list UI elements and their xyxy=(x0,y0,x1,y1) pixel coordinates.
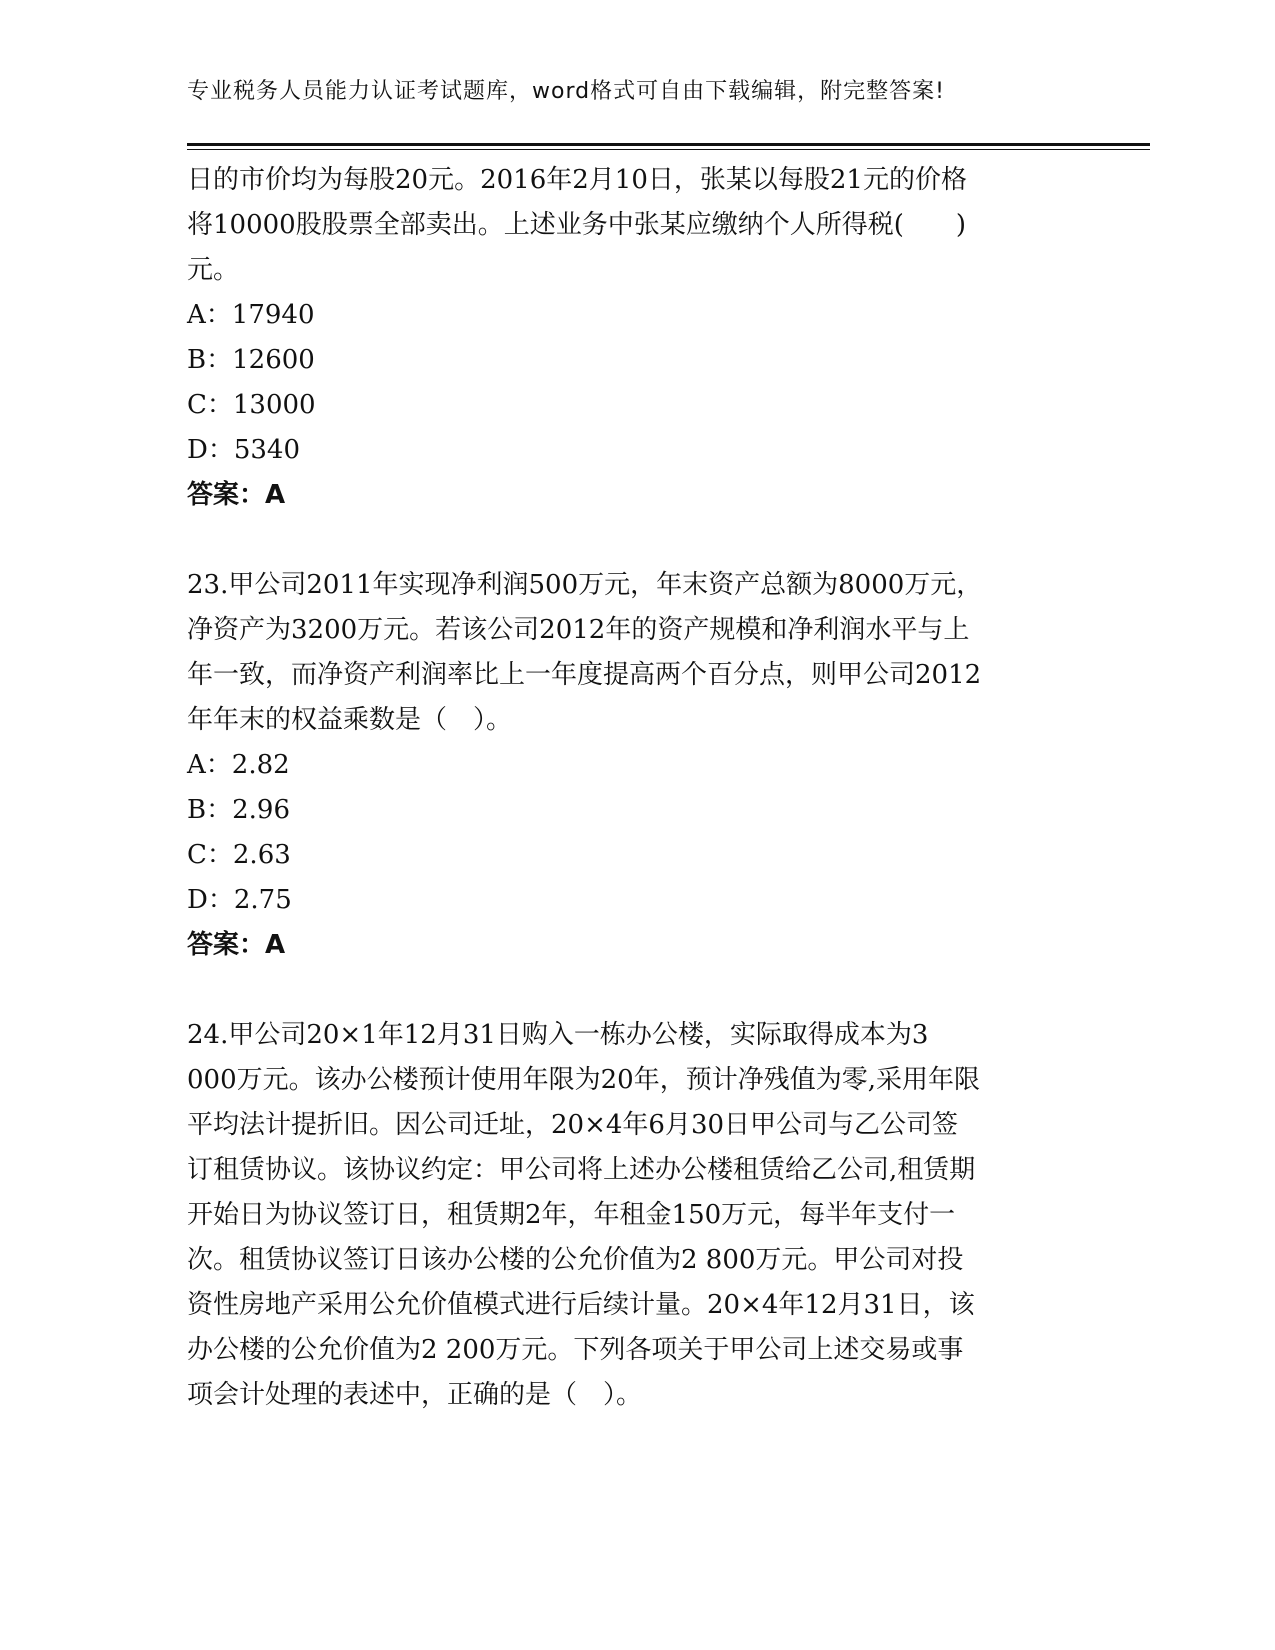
question-line: 元。 xyxy=(187,255,240,285)
option-a: A：17940 xyxy=(187,300,315,330)
question-line: 日的市价均为每股20元。2016年2月10日，张某以每股21元的价格 xyxy=(187,165,967,195)
header-rule-thick xyxy=(187,143,1150,146)
option-b: B：2.96 xyxy=(187,795,290,825)
question-line: 次。租赁协议签订日该办公楼的公允价值为2 800万元。甲公司对投 xyxy=(187,1245,964,1275)
question-line: 项会计处理的表述中，正确的是（ ）。 xyxy=(187,1380,643,1410)
question-23 xyxy=(187,563,1087,968)
question-line: 24.甲公司20×1年12月31日购入一栋办公楼，实际取得成本为3 xyxy=(187,1020,929,1050)
answer: 答案：A xyxy=(187,480,286,510)
page-header: 专业税务人员能力认证考试题库，word格式可自由下载编辑，附完整答案! xyxy=(187,79,945,104)
question-line: 净资产为3200万元。若该公司2012年的资产规模和净利润水平与上 xyxy=(187,615,970,645)
question-line: 23.甲公司2011年实现净利润500万元，年末资产总额为8000万元， xyxy=(187,570,983,600)
page-content xyxy=(187,158,1087,1418)
option-d: D：5340 xyxy=(187,435,301,465)
question-line: 平均法计提折旧。因公司迁址，20×4年6月30日甲公司与乙公司签 xyxy=(187,1110,959,1140)
question-22 xyxy=(187,158,1087,518)
question-line: 订租赁协议。该协议约定：甲公司将上述办公楼租赁给乙公司,租赁期 xyxy=(187,1155,976,1185)
answer: 答案：A xyxy=(187,930,286,960)
question-line: 开始日为协议签订日，租赁期2年，年租金150万元，每半年支付一 xyxy=(187,1200,956,1230)
question-line: 年一致，而净资产利润率比上一年度提高两个百分点，则甲公司2012 xyxy=(187,660,982,690)
option-c: C：13000 xyxy=(187,390,316,420)
question-line: 办公楼的公允价值为2 200万元。下列各项关于甲公司上述交易或事 xyxy=(187,1335,964,1365)
header-rule-thin xyxy=(187,149,1150,150)
question-line: 年年末的权益乘数是（ ）。 xyxy=(187,705,513,735)
option-a: A：2.82 xyxy=(187,750,290,780)
spacer xyxy=(187,968,1087,1013)
question-24 xyxy=(187,1013,1087,1418)
question-line: 资性房地产采用公允价值模式进行后续计量。20×4年12月31日，该 xyxy=(187,1290,975,1320)
spacer xyxy=(187,518,1087,563)
question-line: 000万元。该办公楼预计使用年限为20年，预计净残值为零,采用年限 xyxy=(187,1065,980,1095)
option-c: C：2.63 xyxy=(187,840,291,870)
option-d: D：2.75 xyxy=(187,885,292,915)
question-line: 将10000股股票全部卖出。上述业务中张某应缴纳个人所得税( ) xyxy=(187,210,966,240)
option-b: B：12600 xyxy=(187,345,315,375)
